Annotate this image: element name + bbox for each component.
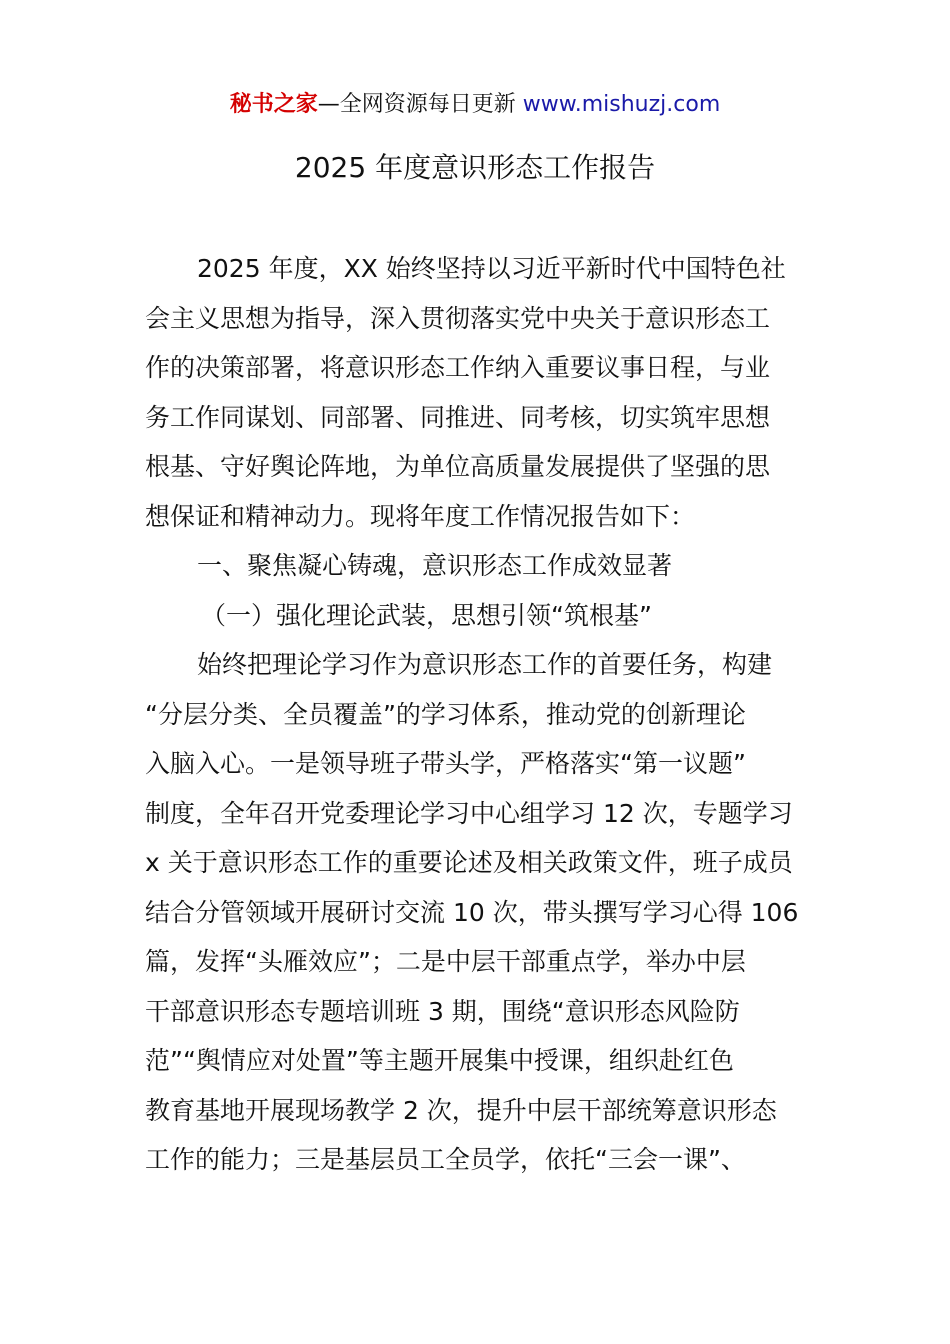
- header-tagline: —全网资源每日更新: [317, 92, 523, 117]
- body-line: 干部意识形态专题培训班 3 期，围绕“意识形态风险防: [145, 996, 740, 1026]
- body-line: 篇，发挥“头雁效应”；二是中层干部重点学，举办中层: [145, 947, 746, 976]
- body-line: x 关于意识形态工作的重要论述及相关政策文件，班子成员: [145, 848, 793, 877]
- body-line: 始终把理论学习作为意识形态工作的首要任务，构建: [197, 650, 773, 679]
- body-line: 制度，全年召开党委理论学习中心组学习 12 次，专题学习: [145, 798, 793, 828]
- body-line: 2025 年度，XX 始终坚持以习近平新时代中国特色社: [197, 254, 786, 283]
- document-body: [145, 244, 810, 1185]
- body-line: 会主义思想为指导，深入贯彻落实党中央关于意识形态工: [145, 303, 771, 333]
- body-line: 范”“舆情应对处置”等主题开展集中授课，组织赴红色: [145, 1046, 734, 1075]
- body-line: 作的决策部署，将意识形态工作纳入重要议事日程，与业: [145, 353, 771, 382]
- body-line: 教育基地开展现场教学 2 次，提升中层干部统筹意识形态: [145, 1095, 777, 1125]
- body-line: 想保证和精神动力。现将年度工作情况报告如下：: [145, 501, 696, 531]
- body-line: “分层分类、全员覆盖”的学习体系，推动党的创新理论: [145, 699, 746, 729]
- site-header: [0, 88, 950, 122]
- document-title: 2025 年度意识形态工作报告: [294, 151, 656, 184]
- site-url[interactable]: www.mishuzj.com: [522, 92, 721, 117]
- body-line: 工作的能力；三是基层员工全员学，依托“三会一课”、: [145, 1145, 746, 1174]
- subsection-heading: （一）强化理论武装，思想引领“筑根基”: [201, 600, 652, 630]
- body-line: 根基、守好舆论阵地，为单位高质量发展提供了坚强的思: [145, 452, 771, 481]
- brand-name: 秘书之家: [229, 92, 318, 117]
- section-heading: 一、聚焦凝心铸魂，意识形态工作成效显著: [197, 551, 673, 580]
- body-line: 入脑入心。一是领导班子带头学，严格落实“第一议题”: [145, 749, 746, 778]
- body-line: 结合分管领域开展研讨交流 10 次，带头撰写学习心得 106: [145, 897, 799, 927]
- body-line: 务工作同谋划、同部署、同推进、同考核，切实筑牢思想: [145, 402, 771, 432]
